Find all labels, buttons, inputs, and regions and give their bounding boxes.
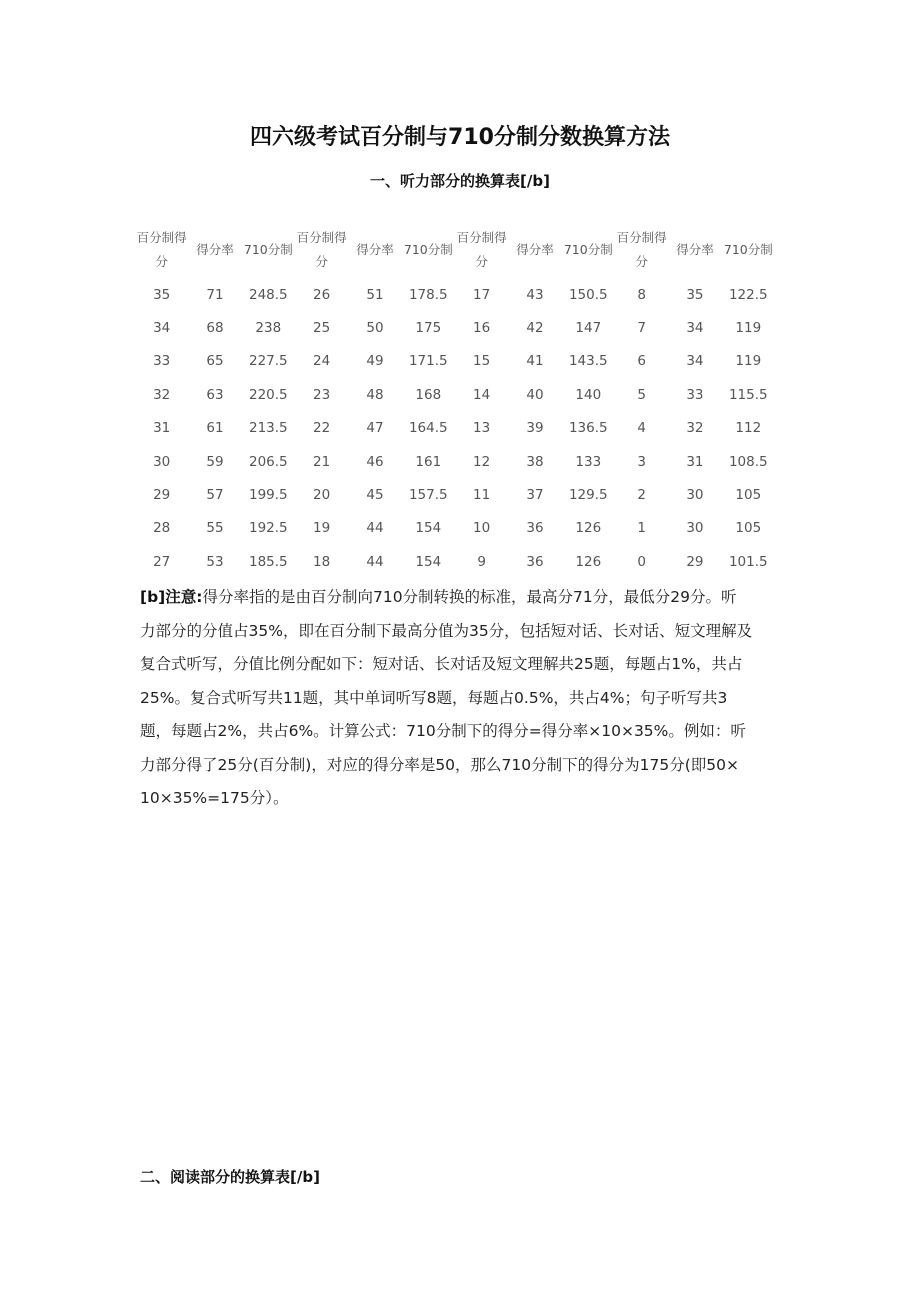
- table-header-cell: 710分制: [403, 242, 453, 257]
- table-header-cell: 得分率: [676, 242, 714, 257]
- table-cell: 30: [686, 520, 704, 537]
- table-cell: 248.5: [248, 286, 288, 303]
- table-cell: 129.5: [568, 487, 608, 504]
- table-cell: 168: [415, 386, 442, 403]
- table-cell: 16: [473, 320, 491, 337]
- table-cell: 34: [153, 320, 171, 337]
- table-cell: 49: [366, 353, 384, 370]
- table-cell: 36: [526, 520, 544, 537]
- table-cell: 65: [206, 353, 224, 370]
- table-header-cell: 百分制得分: [616, 230, 667, 269]
- note-paragraph: [140, 584, 785, 819]
- table-cell: 126: [575, 520, 602, 537]
- table-cell: 61: [206, 420, 224, 437]
- table-row: [135, 345, 775, 378]
- table-cell: 28: [153, 520, 171, 537]
- table-cell: 3: [637, 453, 646, 470]
- table-cell: 39: [526, 420, 544, 437]
- table-cell: 46: [366, 453, 384, 470]
- note-label: [b]注意:: [140, 588, 203, 606]
- table-cell: 51: [366, 286, 384, 303]
- table-header-cell: 得分率: [516, 242, 554, 257]
- table-cell: 6: [637, 353, 646, 370]
- table-cell: 29: [686, 553, 704, 570]
- document-title: 四六级考试百分制与710分制分数换算方法: [250, 125, 670, 150]
- note-line: [140, 584, 785, 618]
- table-cell: 164.5: [408, 420, 448, 437]
- table-cell: 47: [366, 420, 384, 437]
- table-cell: 133: [575, 453, 602, 470]
- table-cell: 0: [637, 553, 646, 570]
- table-cell: 29: [153, 487, 171, 504]
- table-cell: 119: [735, 353, 762, 370]
- table-header-cell: 百分制得分: [136, 230, 187, 269]
- table-cell: 38: [526, 453, 544, 470]
- table-row: [135, 311, 775, 344]
- table-row: [135, 545, 775, 578]
- table-cell: 34: [686, 320, 704, 337]
- table-cell: 220.5: [248, 386, 288, 403]
- table-cell: 150.5: [568, 286, 608, 303]
- table-cell: 40: [526, 386, 544, 403]
- table-row: [135, 378, 775, 411]
- table-cell: 119: [735, 320, 762, 337]
- table-header-cell: 百分制得分: [456, 230, 507, 269]
- table-cell: 199.5: [248, 487, 288, 504]
- table-cell: 33: [153, 353, 171, 370]
- note-text: 力部分得了25分(百分制)，对应的得分率是50，那么710分制下的得分为175分(即50×: [140, 755, 739, 774]
- table-header-cell: 710分制: [243, 242, 293, 257]
- table-header-row: [135, 222, 775, 278]
- table-cell: 7: [637, 320, 646, 337]
- table-cell: 44: [366, 520, 384, 537]
- table-cell: 185.5: [248, 553, 288, 570]
- table-cell: 112: [735, 420, 762, 437]
- table-cell: 30: [153, 453, 171, 470]
- table-cell: 35: [153, 286, 171, 303]
- table-cell: 35: [686, 286, 704, 303]
- table-cell: 48: [366, 386, 384, 403]
- note-line: [140, 752, 785, 786]
- table-row: [135, 278, 775, 311]
- table-cell: 55: [206, 520, 224, 537]
- table-cell: 45: [366, 487, 384, 504]
- table-cell: 20: [313, 487, 331, 504]
- table-cell: 17: [473, 286, 491, 303]
- table-cell: 30: [686, 487, 704, 504]
- table-row: [135, 412, 775, 445]
- table-cell: 34: [686, 353, 704, 370]
- note-line: [140, 785, 785, 819]
- table-cell: 122.5: [728, 286, 768, 303]
- table-cell: 192.5: [248, 520, 288, 537]
- note-text: 题，每题占2%，共占6%。计算公式：710分制下的得分=得分率×10×35%。例如：听: [140, 722, 746, 740]
- table-cell: 53: [206, 553, 224, 570]
- table-cell: 26: [313, 286, 331, 303]
- table-cell: 27: [153, 553, 171, 570]
- table-cell: 101.5: [728, 553, 768, 570]
- table-cell: 50: [366, 320, 384, 337]
- table-cell: 42: [526, 320, 544, 337]
- table-cell: 143.5: [568, 353, 608, 370]
- table-cell: 213.5: [248, 420, 288, 437]
- table-header-cell: 得分率: [356, 242, 394, 257]
- table-cell: 171.5: [408, 353, 448, 370]
- table-cell: 126: [575, 553, 602, 570]
- table-cell: 154: [415, 553, 442, 570]
- table-cell: 8: [637, 286, 646, 303]
- table-header-cell: 710分制: [723, 242, 773, 257]
- table-cell: 2: [637, 487, 646, 504]
- table-cell: 108.5: [728, 453, 768, 470]
- table-cell: 32: [153, 386, 171, 403]
- table-cell: 10: [473, 520, 491, 537]
- table-cell: 43: [526, 286, 544, 303]
- table-row: [135, 445, 775, 478]
- section-heading-reading: 二、阅读部分的换算表[/b]: [140, 1168, 320, 1186]
- section-heading-listening: 一、听力部分的换算表[/b]: [370, 172, 550, 190]
- table-cell: 157.5: [408, 487, 448, 504]
- table-cell: 22: [313, 420, 331, 437]
- table-cell: 36: [526, 553, 544, 570]
- note-line: [140, 651, 785, 685]
- table-cell: 31: [686, 453, 704, 470]
- table-cell: 206.5: [248, 453, 288, 470]
- table-cell: 19: [313, 520, 331, 537]
- table-cell: 161: [415, 453, 442, 470]
- table-cell: 9: [477, 553, 486, 570]
- table-cell: 21: [313, 453, 331, 470]
- table-cell: 57: [206, 487, 224, 504]
- table-cell: 105: [735, 487, 762, 504]
- note-text: 复合式听写，分值比例分配如下：短对话、长对话及短文理解共25题，每题占1%，共占: [140, 655, 743, 673]
- listening-conversion-table: [135, 222, 775, 579]
- table-cell: 136.5: [568, 420, 608, 437]
- note-text: 25%。复合式听写共11题，其中单词听写8题，每题占0.5%，共占4%；句子听写共3: [140, 688, 728, 707]
- note-text: 得分率指的是由百分制向710分制转换的标准，最高分71分，最低分29分。听: [202, 588, 737, 606]
- table-cell: 4: [637, 420, 646, 437]
- table-cell: 32: [686, 420, 704, 437]
- table-cell: 31: [153, 420, 171, 437]
- table-cell: 18: [313, 553, 331, 570]
- note-text: 10×35%=175分）。: [140, 789, 289, 807]
- table-cell: 175: [415, 320, 442, 337]
- table-cell: 154: [415, 520, 442, 537]
- table-cell: 227.5: [248, 353, 288, 370]
- table-cell: 14: [473, 386, 491, 403]
- table-row: [135, 512, 775, 545]
- table-cell: 11: [473, 487, 491, 504]
- table-cell: 5: [637, 386, 646, 403]
- table-cell: 115.5: [728, 386, 768, 403]
- note-line: [140, 718, 785, 752]
- note-text: 力部分的分值占35%，即在百分制下最高分值为35分，包括短对话、长对话、短文理解及: [140, 621, 753, 640]
- table-cell: 23: [313, 386, 331, 403]
- table-cell: 24: [313, 353, 331, 370]
- note-line: [140, 618, 785, 652]
- table-cell: 68: [206, 320, 224, 337]
- table-row: [135, 478, 775, 511]
- table-cell: 41: [526, 353, 544, 370]
- table-cell: 1: [637, 520, 646, 537]
- table-cell: 63: [206, 386, 224, 403]
- table-cell: 140: [575, 386, 602, 403]
- table-cell: 71: [206, 286, 224, 303]
- table-cell: 13: [473, 420, 491, 437]
- table-cell: 44: [366, 553, 384, 570]
- table-cell: 238: [255, 320, 282, 337]
- table-cell: 25: [313, 320, 331, 337]
- table-cell: 178.5: [408, 286, 448, 303]
- table-cell: 147: [575, 320, 602, 337]
- note-line: [140, 685, 785, 719]
- table-cell: 37: [526, 487, 544, 504]
- table-cell: 59: [206, 453, 224, 470]
- table-cell: 105: [735, 520, 762, 537]
- table-header-cell: 710分制: [563, 242, 613, 257]
- table-cell: 15: [473, 353, 491, 370]
- table-cell: 12: [473, 453, 491, 470]
- table-header-cell: 百分制得分: [296, 230, 347, 269]
- table-cell: 33: [686, 386, 704, 403]
- table-header-cell: 得分率: [196, 242, 234, 257]
